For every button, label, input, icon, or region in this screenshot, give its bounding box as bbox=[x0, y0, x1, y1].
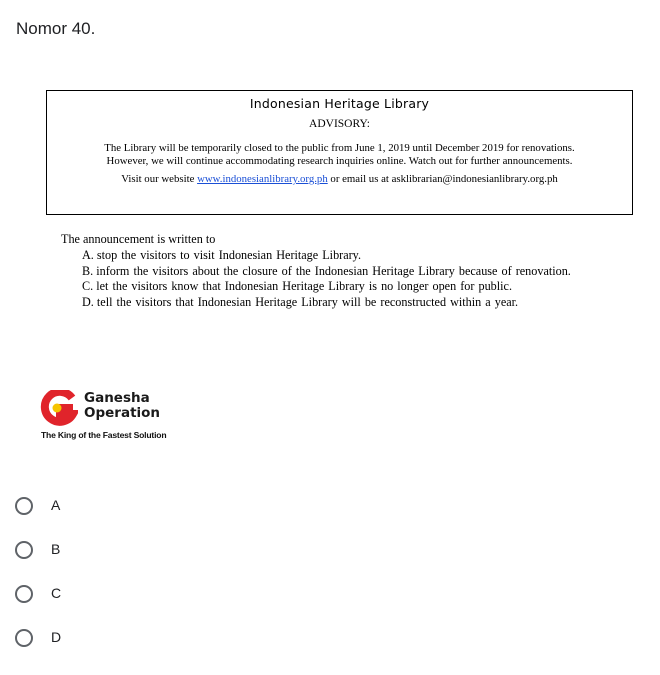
logo-name-line-1: Ganesha bbox=[84, 390, 150, 406]
notice-line-2: However, we will continue accommodating research inquiries online. Watch out for further announcements. bbox=[106, 155, 573, 167]
question-option-a bbox=[82, 248, 361, 263]
choice-a[interactable] bbox=[15, 496, 215, 520]
option-letter: D. bbox=[82, 294, 94, 309]
question-option-d bbox=[82, 295, 518, 310]
question-number: Nomor 40. bbox=[16, 19, 96, 38]
choice-label: A bbox=[51, 497, 61, 513]
radio-circle-icon[interactable] bbox=[15, 585, 33, 603]
choice-label: D bbox=[51, 629, 62, 645]
logo-tagline: The King of the Fastest Solution bbox=[41, 430, 167, 440]
choice-label: B bbox=[51, 541, 61, 557]
option-text: tell the visitors that Indonesian Heritage Library will be reconstructed within a year. bbox=[96, 294, 519, 309]
radio-circle-icon[interactable] bbox=[15, 629, 33, 647]
question-option-b bbox=[82, 264, 571, 279]
notice-subtitle: ADVISORY: bbox=[309, 118, 370, 130]
option-letter: A. bbox=[82, 248, 94, 262]
ganesha-operation-logo bbox=[38, 386, 198, 446]
radio-circle-icon[interactable] bbox=[15, 497, 33, 515]
notice-line-1: The Library will be temporarily closed to the public from June 1, 2019 until December 2019 for renovations. bbox=[104, 142, 575, 154]
choice-label: C bbox=[51, 585, 62, 601]
option-text: let the visitors know that Indonesian Heritage Library is no longer open for public. bbox=[96, 279, 512, 293]
option-text: stop the visitors to visit Indonesian Heritage Library. bbox=[96, 248, 362, 262]
ganesha-logo-icon bbox=[38, 390, 78, 426]
choice-d[interactable] bbox=[15, 628, 215, 652]
radio-circle-icon[interactable] bbox=[15, 541, 33, 559]
notice-title: Indonesian Heritage Library bbox=[249, 96, 430, 111]
logo-name bbox=[84, 391, 160, 421]
choice-c[interactable] bbox=[15, 584, 215, 608]
option-letter: B. bbox=[82, 263, 94, 278]
notice-line-3-prefix: Visit our website bbox=[121, 173, 198, 185]
option-letter: C. bbox=[82, 279, 94, 293]
logo-name-line-2: Operation bbox=[84, 405, 161, 421]
notice-line-3 bbox=[47, 173, 632, 185]
notice-line-3-suffix: or email us at asklibrarian@indonesianlibrary.org.ph bbox=[327, 173, 558, 185]
question-option-c bbox=[82, 279, 512, 294]
option-text: inform the visitors about the closure of the Indonesian Heritage Library because of renovation. bbox=[96, 263, 571, 278]
choice-b[interactable] bbox=[15, 540, 215, 564]
advisory-notice bbox=[46, 90, 633, 215]
question-stem: The announcement is written to bbox=[61, 232, 216, 246]
website-link[interactable]: www.indonesianlibrary.org.ph bbox=[197, 173, 328, 185]
